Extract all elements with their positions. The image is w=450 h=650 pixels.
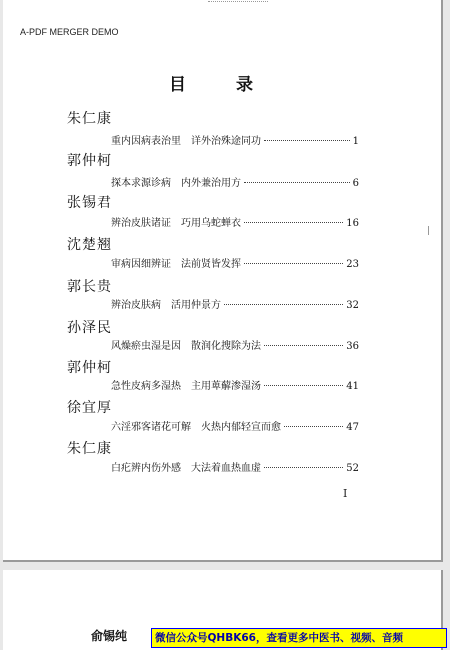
next-page-heading: 俞锡纯 <box>91 629 128 643</box>
toc-entry-title: 风燥瘀虫湿是因 散润化搜除为法 <box>111 341 261 352</box>
toc-entry-page: 23 <box>346 259 359 270</box>
toc-entry-title: 辨治皮肤诸证 巧用乌蛇蝉衣 <box>111 218 241 229</box>
dot-leader <box>264 140 350 141</box>
toc-entry[interactable] <box>111 377 359 392</box>
toc-entry-page: 6 <box>352 178 359 189</box>
toc-entry[interactable] <box>111 174 359 189</box>
toc-author: 徐宜厚 <box>67 400 112 416</box>
toc-entry[interactable] <box>111 418 359 433</box>
toc-entry[interactable] <box>111 337 359 352</box>
toc-author: 郭长贵 <box>67 279 112 295</box>
demo-watermark: A-PDF MERGER DEMO <box>20 27 119 37</box>
scan-artifact <box>428 226 429 235</box>
toc-author: 沈楚翘 <box>67 237 112 253</box>
dot-leader <box>224 304 343 305</box>
toc-entry-title: 重内因病表治里 详外治殊途同功 <box>111 136 261 147</box>
toc-author: 朱仁康 <box>67 441 112 457</box>
scan-artifact <box>208 1 268 4</box>
dot-leader <box>244 182 350 183</box>
toc-entry-page: 47 <box>346 422 359 433</box>
dot-leader <box>244 222 343 223</box>
dot-leader <box>264 345 343 346</box>
toc-entry-title: 辨治皮肤病 活用仲景方 <box>111 300 221 311</box>
dot-leader <box>284 426 343 427</box>
toc-entry-title: 六淫邪客诸花可解 火热内郁轻宣而愈 <box>111 422 281 433</box>
toc-entry-page: 16 <box>346 218 359 229</box>
toc-entry-page: 32 <box>346 300 359 311</box>
toc-author: 孙泽民 <box>67 320 112 336</box>
toc-entry[interactable] <box>111 459 359 474</box>
toc-title: 目 录 <box>169 75 275 95</box>
toc-entry-page: 41 <box>346 381 359 392</box>
document-page <box>3 0 443 562</box>
toc-entry-page: 36 <box>346 341 359 352</box>
page-number: I <box>343 487 348 500</box>
toc-entry-title: 白疕辨内伤外感 大法着血热血虚 <box>111 463 261 474</box>
toc-author: 郭仲柯 <box>67 153 112 169</box>
toc-author: 张锡君 <box>67 195 112 211</box>
toc-entry-title: 急性皮病多湿热 主用萆薢渗湿汤 <box>111 381 261 392</box>
toc-entry[interactable] <box>111 214 359 229</box>
toc-entry-page: 1 <box>352 136 359 147</box>
toc-entry-title: 审病因细辨证 法前贤皆发挥 <box>111 259 241 270</box>
dot-leader <box>264 385 343 386</box>
toc-entry[interactable] <box>111 132 359 147</box>
dot-leader <box>244 263 343 264</box>
toc-entry[interactable] <box>111 255 359 270</box>
dot-leader <box>264 467 343 468</box>
toc-author: 郭仲柯 <box>67 360 112 376</box>
promo-banner: 微信公众号QHBK66，查看更多中医书、视频、音频 <box>151 628 447 648</box>
toc-entry[interactable] <box>111 296 359 311</box>
toc-entry-title: 探本求源诊病 内外兼治用方 <box>111 178 241 189</box>
toc-author: 朱仁康 <box>67 111 112 127</box>
toc-entry-page: 52 <box>346 463 359 474</box>
